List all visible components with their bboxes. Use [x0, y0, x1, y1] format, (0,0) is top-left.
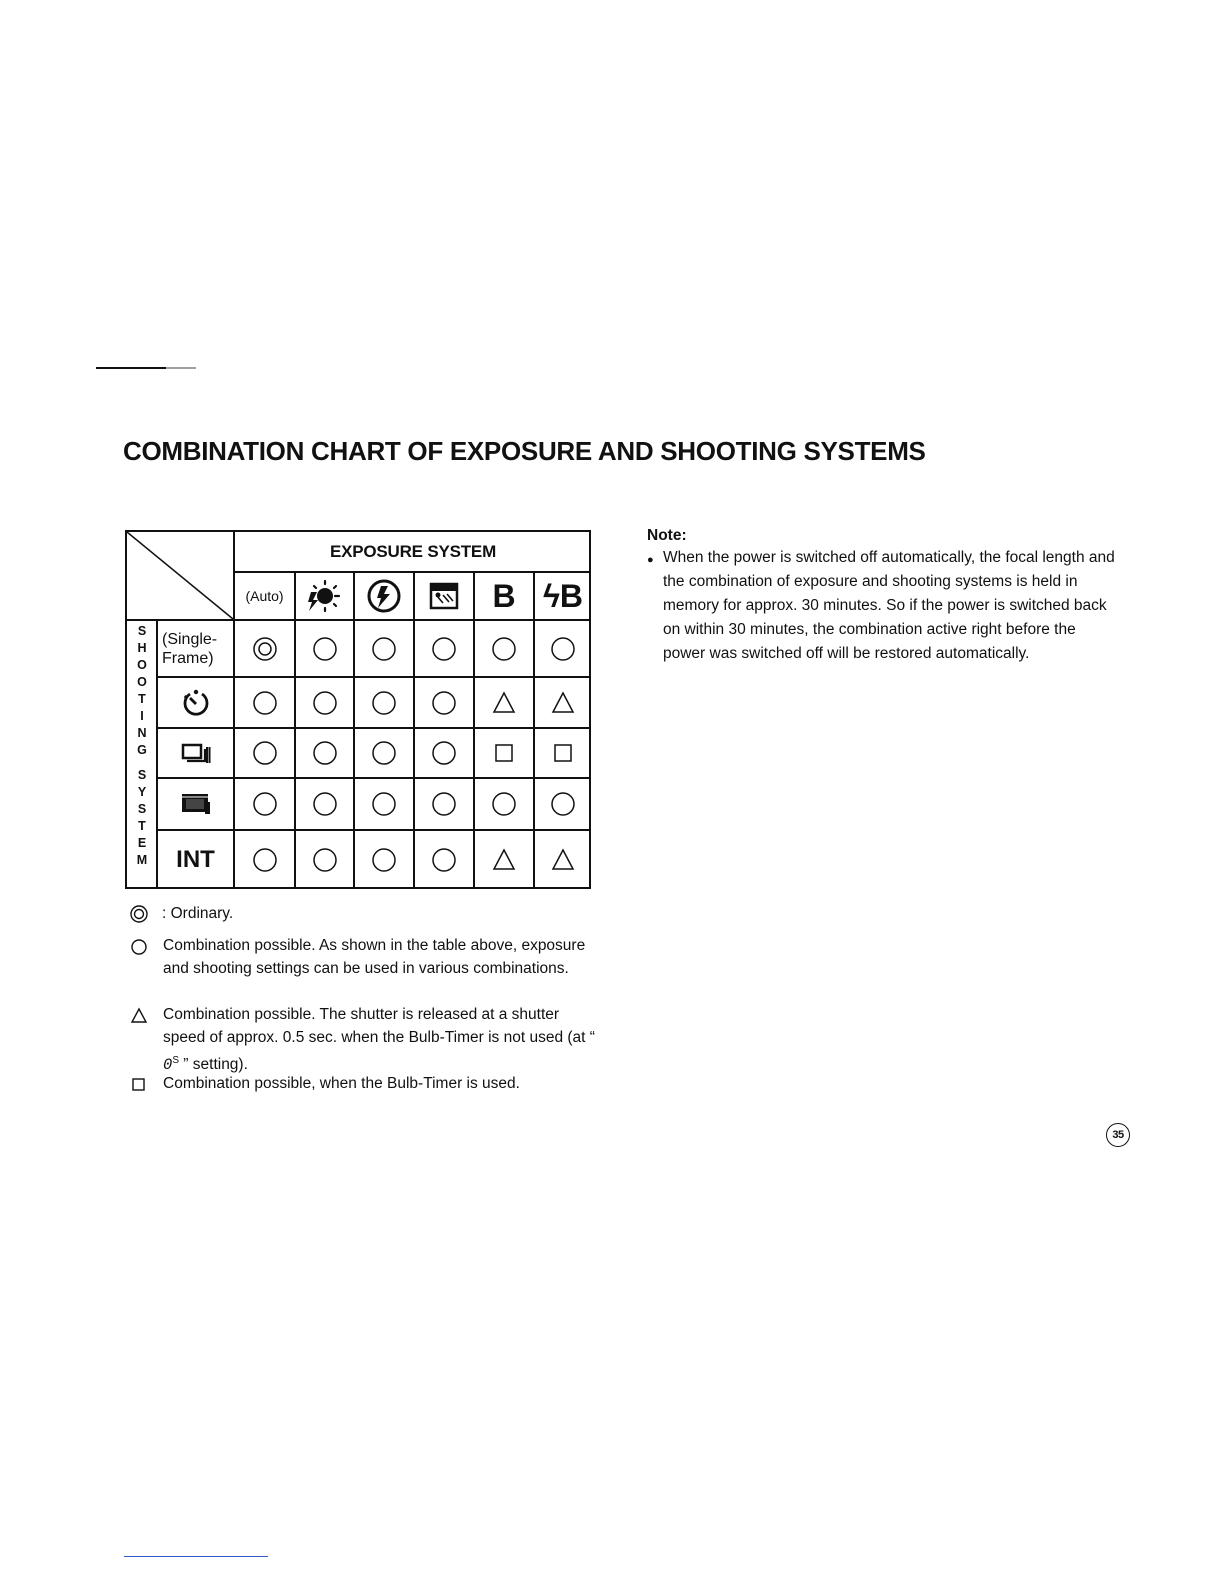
chart-cell [355, 729, 413, 777]
circle-mark [311, 846, 339, 874]
shooting-letter: Y [137, 785, 147, 799]
shooting-letter: T [138, 819, 146, 833]
circle-mark [430, 790, 458, 818]
shooting-letter: O [137, 675, 147, 689]
legend-triangle-text [163, 1003, 603, 1077]
shooting-letter: M [136, 853, 148, 867]
chart-cell [415, 779, 473, 829]
single-frame-line1: (Single- [162, 630, 218, 648]
triangle-symbol [128, 1003, 150, 1032]
chart-cell [535, 621, 591, 676]
row-label-multi-exposure [158, 779, 233, 829]
chart-cell [535, 678, 591, 727]
chart-cell [535, 831, 591, 889]
legend-circle [128, 934, 608, 980]
triangle-mark [549, 846, 577, 874]
chart-cell [355, 678, 413, 727]
circle-mark [311, 790, 339, 818]
circle-mark [370, 846, 398, 874]
chart-cell [535, 779, 591, 829]
legend-triangle-text-after: ” setting). [183, 1056, 248, 1074]
circle-mark [370, 790, 398, 818]
double-circle-symbol [128, 902, 150, 931]
circle-mark [549, 635, 577, 663]
combination-chart [125, 530, 591, 889]
chart-cell [355, 779, 413, 829]
square-mark [490, 739, 518, 767]
circle-mark [490, 635, 518, 663]
legend-triangle [128, 1003, 608, 1077]
circle-mark [311, 689, 339, 717]
shooting-letter: O [137, 658, 147, 672]
shooting-letter: I [140, 709, 144, 723]
self-timer-icon [180, 688, 212, 718]
circle-mark [311, 739, 339, 767]
row-label-continuous [158, 729, 233, 777]
shooting-letter: G [137, 743, 147, 757]
legend-double-circle: : Ordinary. [128, 902, 608, 925]
legend-square [128, 1072, 608, 1095]
circle-mark [311, 635, 339, 663]
row-label-int: INT [176, 846, 215, 873]
legend-ordinary-text: Ordinary. [170, 905, 234, 922]
note-bullet: ● [647, 554, 654, 566]
shooting-letter: H [137, 641, 147, 655]
circle-mark [430, 846, 458, 874]
column-header-flash-sun [296, 573, 353, 619]
circle-mark [370, 739, 398, 767]
triangle-mark [490, 689, 518, 717]
legend-seg-display: 0 [163, 1056, 173, 1075]
shooting-letter [134, 759, 150, 767]
chart-cell [475, 779, 533, 829]
chart-cell [235, 729, 294, 777]
chart-cell [475, 621, 533, 676]
legend-circle-text: Combination possible. As shown in the table above, exposure and shooting settings can be used in various combinations. [163, 937, 586, 977]
column-header-flash-bulb: ϟB [542, 577, 584, 614]
circle-mark [490, 790, 518, 818]
header-diagonal [127, 532, 237, 620]
chart-cell [235, 621, 294, 676]
chart-cell [475, 729, 533, 777]
shooting-letter: N [137, 726, 147, 740]
chart-cell [415, 831, 473, 889]
chart-cell [296, 678, 353, 727]
multi-exposure-icon [180, 792, 212, 816]
row-label-single-frame [158, 621, 233, 676]
page-title: COMBINATION CHART OF EXPOSURE AND SHOOTING SYSTEMS [123, 436, 926, 466]
circle-mark [430, 739, 458, 767]
square-symbol [128, 1072, 150, 1101]
circle-mark [370, 689, 398, 717]
shooting-letter: E [137, 836, 147, 850]
bottom-rule [124, 1556, 268, 1557]
circle-mark [251, 689, 279, 717]
column-header-backlight [415, 573, 473, 619]
chart-cell [296, 621, 353, 676]
chart-cell [235, 831, 294, 889]
circle-mark [251, 739, 279, 767]
triangle-mark [490, 846, 518, 874]
shooting-letter: S [137, 624, 147, 638]
flash-sun-icon [305, 578, 345, 614]
top-rule [96, 367, 196, 369]
note-text: When the power is switched off automatically, the focal length and the combination of exposure and shooting systems is held in memory for approx. 30 minutes. So if the power is switched back on within 30 minutes, the combination active right before the power was switched off will be restored automatically. [663, 549, 1115, 662]
backlight-box-icon [429, 582, 459, 610]
chart-cell [355, 831, 413, 889]
chart-cell [296, 729, 353, 777]
chart-cell [535, 729, 591, 777]
continuous-frames-icon [181, 741, 211, 765]
chart-cell [355, 621, 413, 676]
note-body [647, 546, 1117, 666]
circle-mark [251, 846, 279, 874]
page-number: 35 [1106, 1123, 1130, 1147]
chart-cell [475, 678, 533, 727]
note-title: Note: [647, 527, 687, 544]
column-header-flash-circle [355, 573, 413, 619]
single-frame-line2: Frame) [162, 649, 214, 667]
circle-mark [549, 790, 577, 818]
shooting-letter: S [137, 768, 147, 782]
legend-seg-sup: S [172, 1055, 179, 1066]
flash-circle-icon [366, 578, 402, 614]
triangle-mark [549, 689, 577, 717]
legend-square-text: Combination possible, when the Bulb-Timer is used. [163, 1075, 520, 1092]
circle-mark [251, 790, 279, 818]
square-mark [549, 739, 577, 767]
chart-cell [475, 831, 533, 889]
chart-cell [235, 779, 294, 829]
exposure-system-header: EXPOSURE SYSTEM [329, 541, 497, 561]
shooting-system-vertical-label [134, 623, 150, 869]
chart-cell [415, 621, 473, 676]
shooting-letter: S [137, 802, 147, 816]
circle-mark [370, 635, 398, 663]
circle-mark [430, 689, 458, 717]
chart-cell [415, 729, 473, 777]
row-label-self-timer [158, 678, 233, 727]
column-header-auto: (Auto) [245, 588, 284, 604]
column-header-bulb: B [492, 577, 516, 614]
chart-cell [415, 678, 473, 727]
legend-triangle-text-before: Combination possible. The shutter is released at a shutter speed of approx. 0.5 sec. when the Bulb-Timer is not used (at “ [163, 1006, 595, 1046]
circle-mark [430, 635, 458, 663]
chart-cell [235, 678, 294, 727]
chart-cell [296, 779, 353, 829]
shooting-letter: T [138, 692, 146, 706]
circle-symbol [128, 934, 150, 963]
chart-cell [296, 831, 353, 889]
double-circle-mark [251, 635, 279, 663]
